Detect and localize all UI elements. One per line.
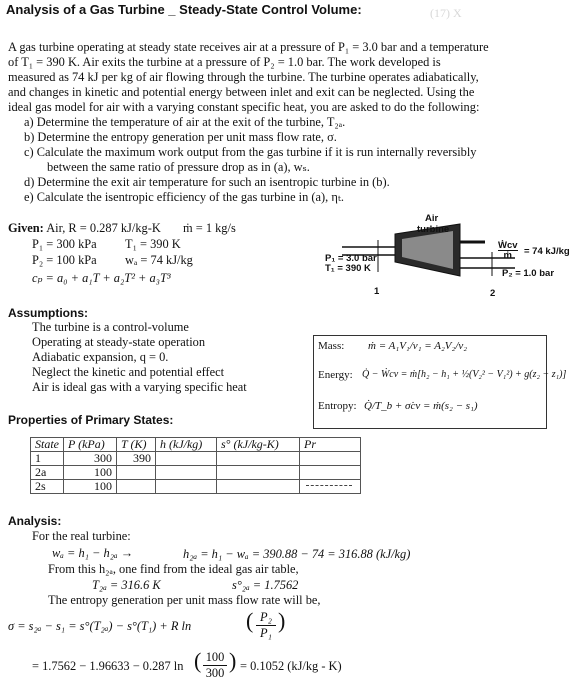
pressure-ratio [256,610,276,641]
real-turbine-label: For the real turbine: [32,529,131,543]
table-cell: 100 [64,466,117,480]
diagram-turbine-label: turbine [417,224,450,235]
energy-label: Energy: [318,369,353,381]
table-header-row [31,438,361,452]
table-cell: 2a [31,466,64,480]
entropy-label: Entropy: [318,400,357,412]
assumption-item: Neglect the kinetic and potential effect [32,365,225,379]
given-label: Given: [8,221,44,235]
inlet-temperature: T₁ = 390 K [325,263,371,274]
result-paren-close: ) [229,648,237,673]
sigma-paren-close: ) [278,608,286,633]
state-1-label: 1 [374,286,380,297]
table-cell [217,480,300,494]
table-header-cell: h (kJ/kg) [156,438,217,452]
table-row [31,480,361,494]
task-item: a) Determine the temperature of air at the exit of the turbine, T₂ₐ. [24,115,346,129]
energy-equation: Q̇ − Ẇcv = ṁ[h₂ − h₁ + ½(V₂² − V₁²) + g(z₂ − z₁)] [362,369,567,380]
result-ratio-denominator: 300 [205,666,225,680]
analysis-heading: Analysis: [8,514,62,528]
problem-line: of T₁ = 390 K. Air exits the turbine at a pressure of P₂ = 1.0 bar. The work developed is [8,55,441,69]
entropy-gen-text: The entropy generation per unit mass flow rate will be, [48,593,321,607]
assumptions-heading: Assumptions: [8,306,89,320]
table-cell [300,480,361,494]
sigma-paren-open: ( [246,608,254,633]
page-title: Analysis of a Gas Turbine _ Steady-State Control Volume: [6,2,362,17]
problem-line: A gas turbine operating at steady state receives air at a pressure of P₁ = 3.0 bar and a temperature [8,40,489,54]
problem-statement [8,40,489,115]
task-item: c) Calculate the maximum work output from the gas turbine if it is run internally reversibly [24,145,477,159]
problem-line: measured as 74 kJ per kg of air flowing through the turbine. The turbine operates adiabatically, [8,70,479,84]
problem-line: and changes in kinetic and potential energy between inlet and exit can be neglected. Using the [8,85,475,99]
table-header-cell: P (kPa) [64,438,117,452]
given-p2: P₂ = 100 kPa [32,253,97,267]
assumption-item: Adiabatic expansion, q = 0. [32,350,169,364]
work-rate-top: Ẇcv [498,240,518,251]
work-value: = 74 kJ/kg [524,246,570,257]
sigma-result-lhs: = 1.7562 − 1.96633 − 0.287 ln [32,659,184,673]
table-lookup-text: From this h₂ₐ, one find from the ideal gas air table, [48,562,299,576]
table-row [31,452,361,466]
table-dashed-mark [306,485,352,486]
assumption-item: The turbine is a control-volume [32,320,189,334]
given-t1: T₁ = 390 K [125,237,181,251]
table-cell [117,466,156,480]
table-row [31,466,361,480]
outlet-pressure: P₂ = 1.0 bar [502,268,555,279]
assumption-item: Air is ideal gas with a varying specific heat [32,380,247,394]
given-mass-flow: ṁ = 1 kg/s [183,221,236,235]
mass-equation: ṁ = A₁V₁/v₁ = A₂V₂/v₂ [368,340,468,352]
sigma-equation: σ = s₂ₐ − s₁ = s°(T₂ₐ) − s°(T₁) + R ln [8,619,192,633]
result-paren-open: ( [194,648,202,673]
table-cell: 2s [31,480,64,494]
h2a-equation: h₂ₐ = h₁ − wₐ = 390.88 − 74 = 316.88 (kJ/kg) [183,547,411,561]
table-cell [217,452,300,466]
inlet-pressure: P₁ = 3.0 bar [325,253,377,264]
task-item: b) Determine the entropy generation per unit mass flow rate, σ. [24,130,337,144]
table-cell: 300 [64,452,117,466]
given-p1: P₁ = 300 kPa [32,237,97,251]
state-2-label: 2 [490,288,496,299]
table-header-cell: s° (kJ/kg-K) [217,438,300,452]
work-rate-bottom: ṁ [503,250,512,261]
given-work: wₐ = 74 kJ/kg [125,253,193,267]
t2a-value: T₂ₐ = 316.6 K [92,578,161,592]
task-item: e) Calculate the isentropic efficiency of the gas turbine in (a), ηₜ. [24,190,344,204]
given-air: Air, R = 0.287 kJ/kg-K [46,221,161,235]
properties-heading: Properties of Primary States: [8,413,174,427]
given-cp: cₚ = a₀ + a₁T + a₂T² + a₃T³ [32,271,171,285]
result-ratio-numerator: 100 [203,650,227,666]
problem-line: ideal gas model for air with a varying constant specific heat, you are asked to do the following: [8,100,480,114]
table-header-cell: Pr [300,438,361,452]
work-rate-fraction [498,241,518,260]
given-block [8,221,161,236]
table-cell: 100 [64,480,117,494]
mass-label: Mass: [318,340,345,352]
table-cell: 1 [31,452,64,466]
table-cell [300,452,361,466]
table-header-cell: State [31,438,64,452]
entropy-equation: Q̇/T_b + σ̇cv = ṁ(s₂ − s₁) [364,400,478,412]
table-cell [300,466,361,480]
diagram-air-label: Air [425,213,439,224]
sigma-result-value: = 0.1052 (kJ/kg - K) [240,659,342,673]
table-header-cell: T (K) [117,438,156,452]
assumptions-list [32,320,247,395]
result-ratio [203,650,227,681]
task-item: d) Determine the exit air temperature for such an isentropic turbine in (b). [24,175,390,189]
work-equation: wₐ = h₁ − h₂ₐ → [52,546,134,560]
task-item: between the same ratio of pressure drop as in (a), wₛ. [47,160,310,174]
table-cell [156,480,217,494]
task-list [24,115,477,205]
pressure-ratio-denominator: P₁ [260,626,272,640]
table-cell: 390 [117,452,156,466]
faint-marks: (17) X [430,6,462,20]
table-cell [217,466,300,480]
table-cell [156,452,217,466]
assumption-item: Operating at steady-state operation [32,335,206,349]
table-cell [117,480,156,494]
s2a-value: s°₂ₐ = 1.7562 [232,578,299,592]
table-cell [156,466,217,480]
pressure-ratio-numerator: P₂ [256,610,276,626]
